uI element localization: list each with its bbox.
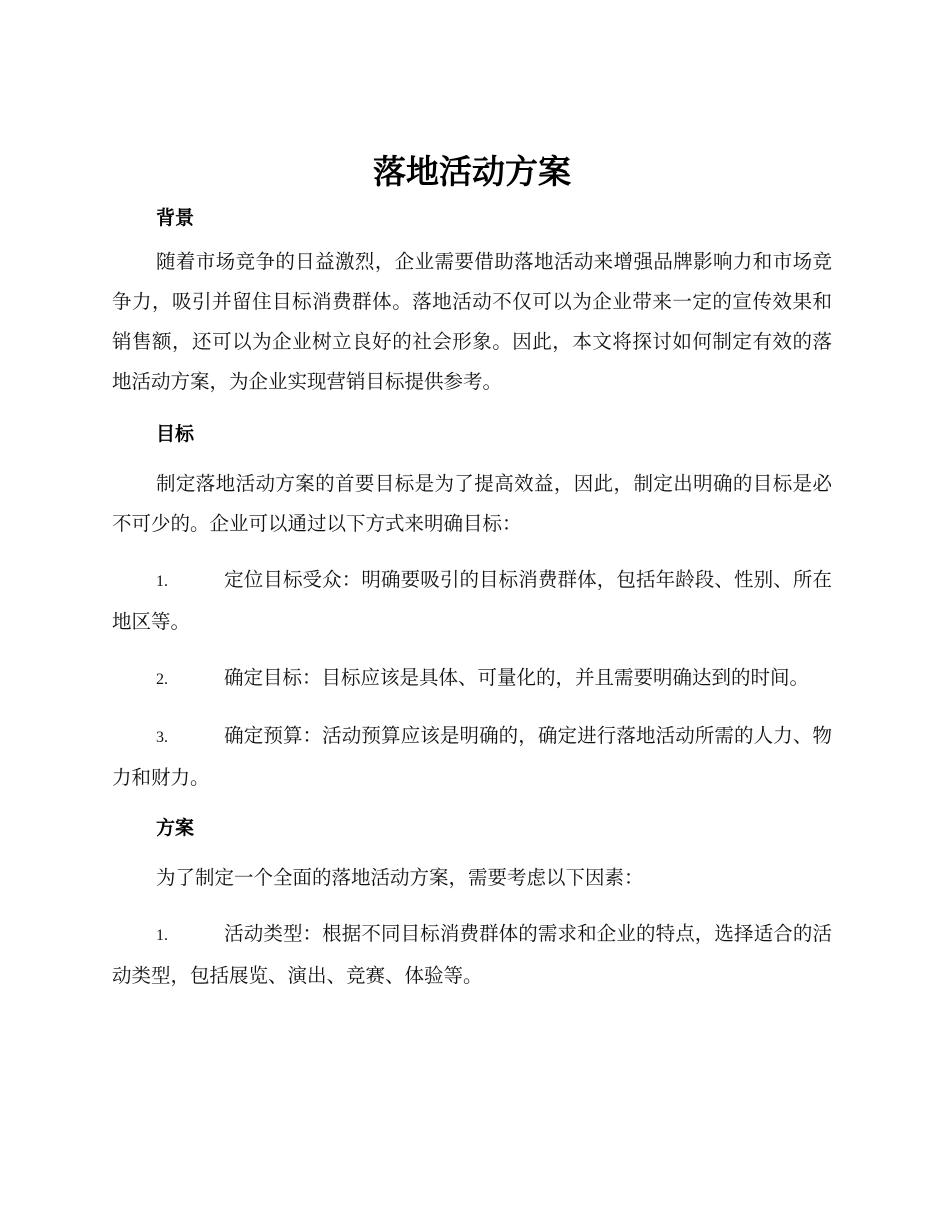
list-number: 2. — [156, 671, 168, 688]
goals-paragraph: 制定落地活动方案的首要目标是为了提高效益，因此，制定出明确的目标是必不可少的。企业可以通过以下方式来明确目标： — [112, 472, 832, 535]
section-heading-background: 背景 — [156, 207, 195, 229]
plan-paragraph: 为了制定一个全面的落地活动方案，需要考虑以下因素： — [156, 866, 644, 889]
list-item — [112, 560, 832, 642]
document-body — [112, 148, 832, 996]
page-title: 落地活动方案 — [373, 152, 571, 191]
list-number: 3. — [156, 729, 168, 746]
list-item-text: 定位目标受众：明确要吸引的目标消费群体，包括年龄段、性别、所在地区等。 — [112, 568, 832, 633]
list-item — [112, 914, 832, 996]
list-item-text: 确定预算：活动预算应该是明确的，确定进行落地活动所需的人力、物力和财力。 — [112, 724, 832, 789]
list-item — [112, 658, 832, 700]
list-item-text: 确定目标：目标应该是具体、可量化的，并且需要明确达到的时间。 — [224, 666, 810, 689]
list-number: 1. — [156, 573, 168, 590]
list-item — [112, 716, 832, 798]
list-number: 1. — [156, 927, 168, 944]
section-heading-plan: 方案 — [156, 817, 195, 839]
list-item-text: 活动类型：根据不同目标消费群体的需求和企业的特点，选择适合的活动类型，包括展览、演出、竞赛、体验等。 — [112, 922, 832, 987]
background-paragraph: 随着市场竞争的日益激烈，企业需要借助落地活动来增强品牌影响力和市场竞争力，吸引并留住目标消费群体。落地活动不仅可以为企业带来一定的宣传效果和销售额，还可以为企业树立良好的社会形象。因此，本文将探讨如何制定有效的落地活动方案，为企业实现营销目标提供参考。 — [112, 250, 832, 393]
section-heading-goals: 目标 — [156, 423, 195, 445]
